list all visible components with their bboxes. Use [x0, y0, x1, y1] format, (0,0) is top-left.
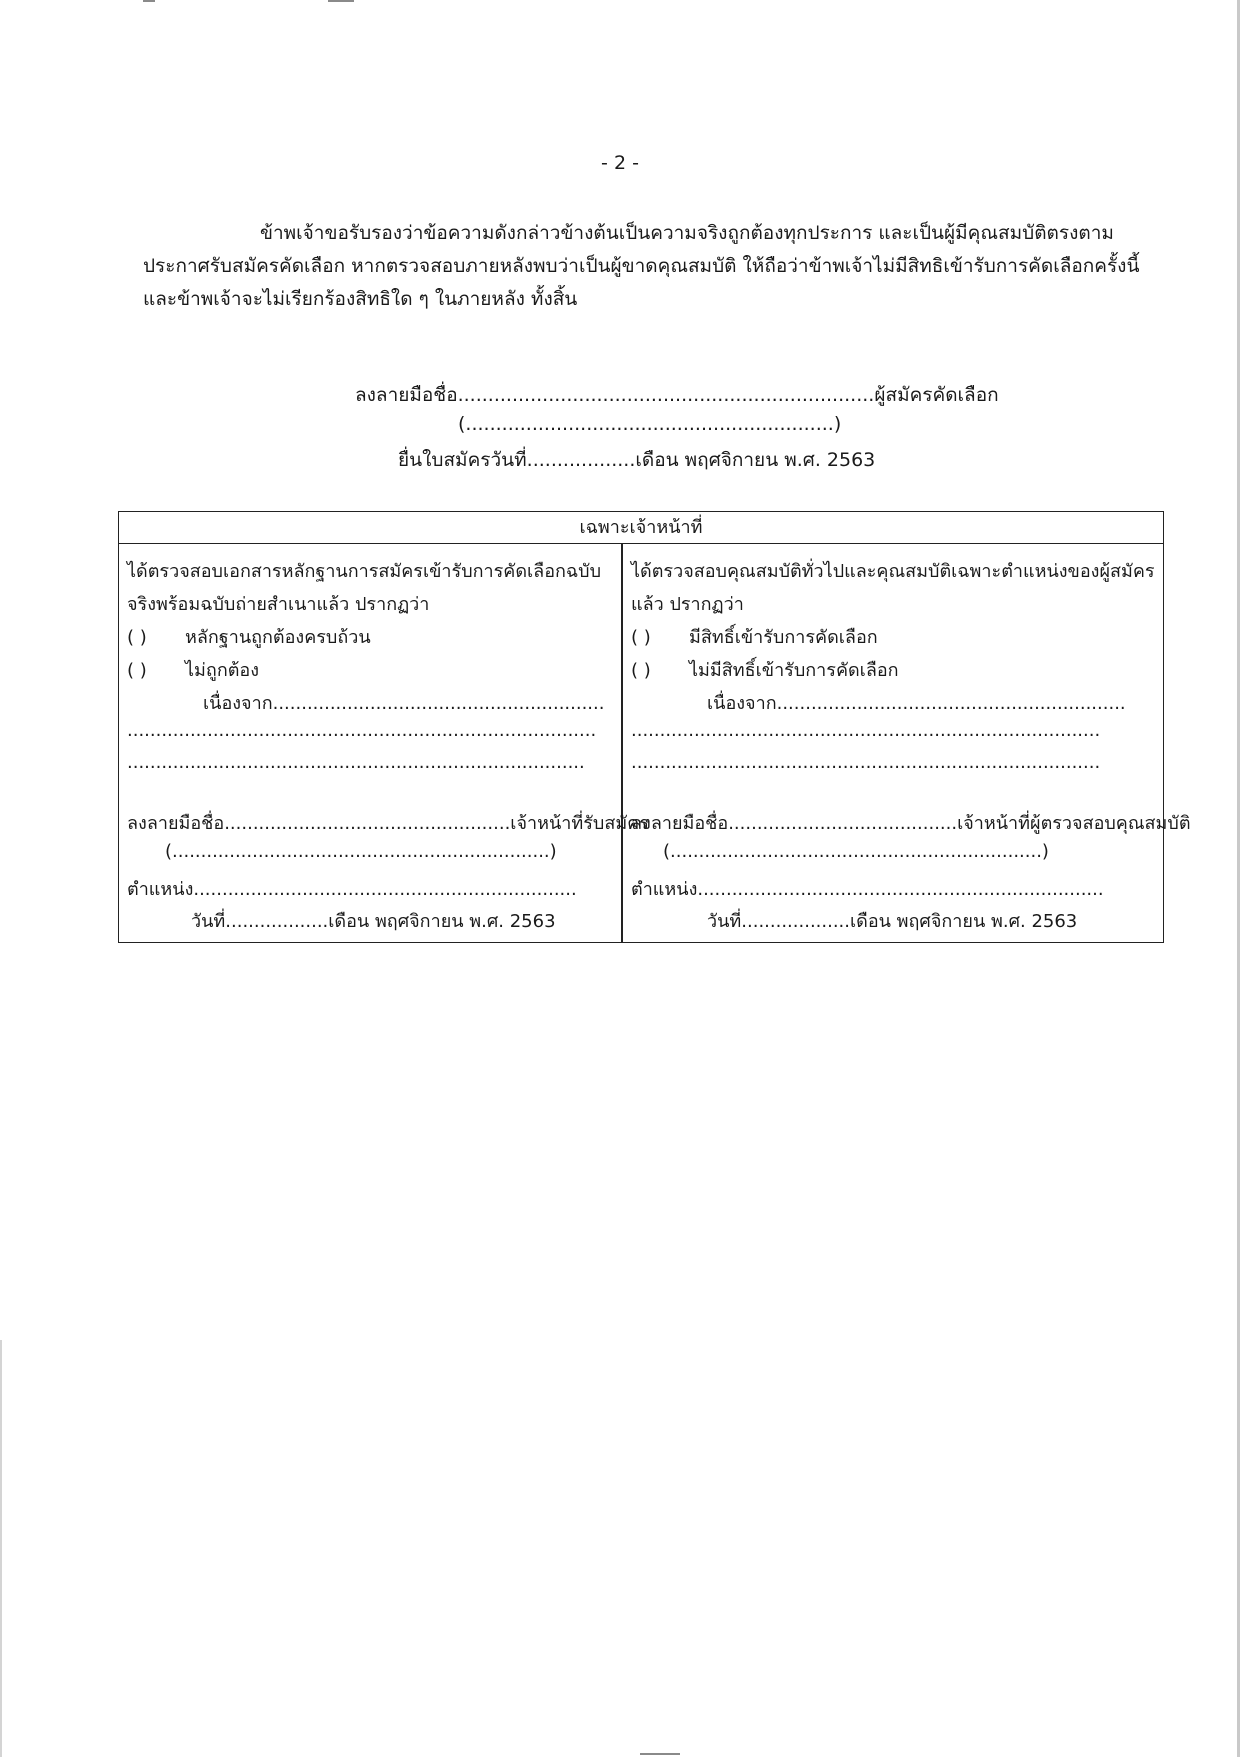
- receiving-officer-sign-line: ลงลายมือชื่อ..................................................เจ้าหน้าที่รับสมัคร: [127, 813, 649, 834]
- application-date-line: ยื่นใบสมัครวันที่..................เดือน พฤศจิกายน พ.ศ. 2563: [398, 449, 876, 471]
- option-label: มีสิทธิ์เข้ารับการคัดเลือก: [689, 627, 878, 648]
- column-divider: [621, 544, 623, 942]
- option-not-eligible: [631, 655, 899, 684]
- option-label: หลักฐานถูกต้องครบถ้วน: [185, 627, 371, 648]
- qualification-officer-sign-line: ลงลายมือชื่อ........................................เจ้าหน้าที่ผู้ตรวจสอบคุณสมบัติ: [631, 813, 1191, 834]
- receiving-officer-name-line: (..................................................................): [165, 841, 557, 862]
- staff-only-table: [118, 511, 1191, 943]
- scan-edge-left: [0, 1340, 2, 1757]
- qualification-officer-name-line: (.................................................................): [663, 841, 1049, 862]
- qualification-officer-date-line: วันที่...................เดือน พฤศจิกายน พ.ศ. 2563: [707, 911, 1078, 932]
- document-check-intro: ได้ตรวจสอบเอกสารหลักฐานการสมัครเข้ารับการคัดเลือกฉบับ: [127, 561, 602, 582]
- checkbox-parentheses: ( ): [631, 627, 651, 648]
- scan-mark: [328, 0, 354, 2]
- scan-mark: [640, 1753, 680, 1755]
- receiving-officer-date-line: วันที่..................เดือน พฤศจิกายน พ.ศ. 2563: [191, 911, 556, 932]
- page-number: - 2 -: [601, 152, 639, 174]
- qualification-check-column: [631, 544, 1191, 942]
- reason-blank-line: ..................................................................................: [631, 752, 1101, 773]
- reason-blank-line: ................................................................................: [127, 752, 585, 773]
- reason-blank-line: ..................................................................................: [127, 720, 597, 741]
- applicant-name-line: (.............................................................): [458, 413, 842, 435]
- option-label: ไม่มีสิทธิ์เข้ารับการคัดเลือก: [689, 660, 899, 681]
- reason-blank-line: ..................................................................................: [631, 720, 1101, 741]
- staff-only-header: เฉพาะเจ้าหน้าที่: [119, 512, 1163, 544]
- qualification-check-intro: แล้ว ปรากฏว่า: [631, 594, 744, 615]
- declaration-line: ประกาศรับสมัครคัดเลือก หากตรวจสอบภายหลังพบว่าเป็นผู้ขาดคุณสมบัติ ให้ถือว่าข้าพเจ้าไม่มีสิทธิเข้ารับการคัดเลือกครั้งนี้: [143, 255, 1140, 277]
- checkbox-parentheses: ( ): [127, 627, 147, 648]
- document-check-intro: จริงพร้อมฉบับถ่ายสำเนาแล้ว ปรากฏว่า: [127, 594, 430, 615]
- qualification-officer-position-line: ตำแหน่ง.......................................................................: [631, 879, 1104, 900]
- receiving-officer-position-line: ตำแหน่ง...................................................................: [127, 879, 577, 900]
- declaration-paragraph: [143, 217, 1140, 316]
- applicant-sign-line: ลงลายมือชื่อ.....................................................................ผู้สมัครคัดเลือก: [355, 384, 999, 406]
- qualification-check-intro: ได้ตรวจสอบคุณสมบัติทั่วไปและคุณสมบัติเฉพาะตำแหน่งของผู้สมัคร: [631, 561, 1155, 582]
- scan-mark: [143, 0, 155, 2]
- declaration-line: และข้าพเจ้าจะไม่เรียกร้องสิทธิใด ๆ ในภายหลัง ทั้งสิ้น: [143, 288, 578, 310]
- option-documents-incorrect: [127, 655, 259, 684]
- option-label: ไม่ถูกต้อง: [185, 660, 260, 681]
- option-eligible: [631, 622, 878, 651]
- document-check-column: [127, 544, 649, 942]
- option-documents-complete: [127, 622, 371, 651]
- checkbox-parentheses: ( ): [631, 660, 651, 681]
- reason-line: เนื่องจาก.............................................................: [707, 693, 1126, 714]
- declaration-line: ข้าพเจ้าขอรับรองว่าข้อความดังกล่าวข้างต้นเป็นความจริงถูกต้องทุกประการ และเป็นผู้มีคุณสมบัติตรงตาม: [260, 222, 1114, 244]
- reason-line: เนื่องจาก..........................................................: [203, 693, 605, 714]
- checkbox-parentheses: ( ): [127, 660, 147, 681]
